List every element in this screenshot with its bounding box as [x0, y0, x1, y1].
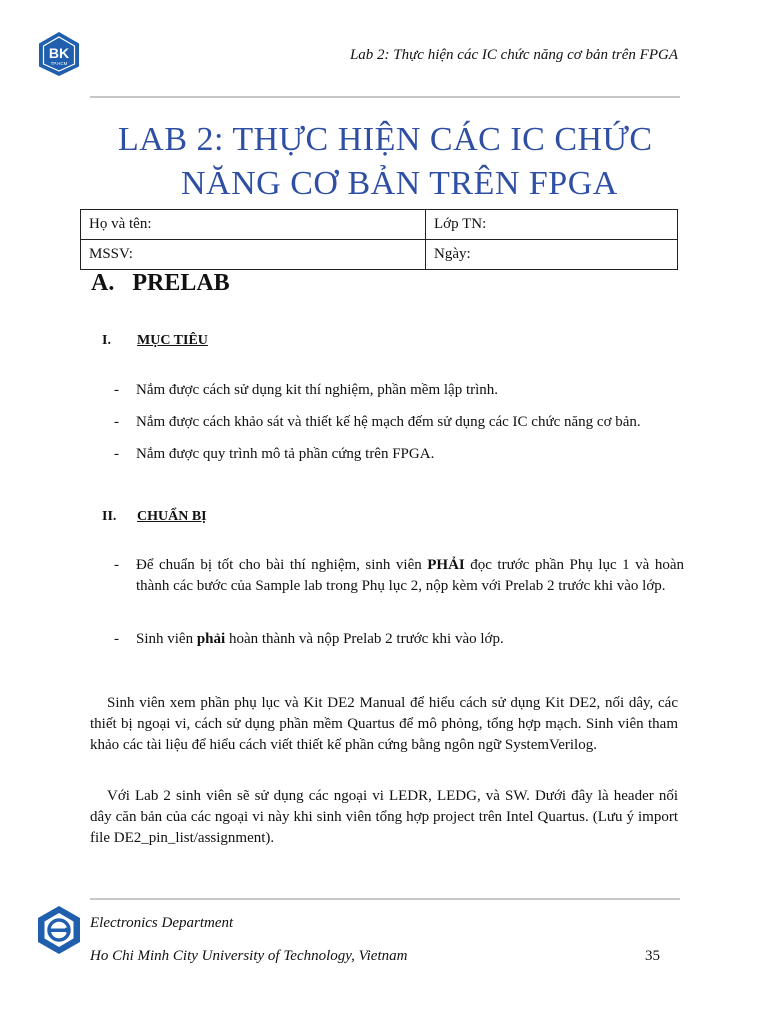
list-item-text: Nắm được cách sử dụng kit thí nghiệm, phần mềm lập trình.: [136, 382, 499, 398]
text-run: đọc trước phần Phụ lục 1 và hoàn thành các bước của Sample lab trong Phụ lục 2, nộp kèm với Prelab 2 trước khi vào lớp.: [136, 557, 684, 594]
svg-text:TP.HCM: TP.HCM: [50, 61, 68, 66]
class-field: Lớp TN:: [426, 210, 678, 240]
table-row: [81, 240, 678, 270]
footer-university: Ho Chi Minh City University of Technology, Vietnam: [90, 948, 408, 964]
list-item: [114, 444, 684, 465]
body-paragraph: Sinh viên xem phần phụ lục và Kit DE2 Manual để hiểu cách sử dụng Kit DE2, nối dây, các thiết bị ngoại vi, cách sử dụng phần mềm Quartus để mô phỏng, tổng hợp mạch. Sinh viên tham khảo các tài liệu để hiểu cách viết thiết kế phần cứng bằng ngôn ngữ SystemVerilog.: [90, 695, 678, 753]
running-header: Lab 2: Thực hiện các IC chức năng cơ bản trên FPGA: [349, 47, 678, 63]
emphasis-text: PHẢI: [427, 557, 465, 573]
text-run: hoàn thành và nộp Prelab 2 trước khi vào lớp.: [225, 631, 504, 647]
bullet-dash: -: [114, 414, 119, 430]
footer-department: Electronics Department: [90, 915, 234, 931]
section-number: II.: [102, 509, 117, 524]
electronics-dept-logo: [36, 905, 82, 955]
emphasis-text: phải: [196, 631, 226, 647]
section-ii-heading: [102, 509, 402, 529]
list-item-text: [136, 629, 684, 650]
student-info-table: [80, 209, 678, 270]
page-number: 35: [645, 948, 660, 964]
list-item: [114, 555, 684, 597]
text-run: Để chuẩn bị tốt cho bài thí nghiệm, sinh viên: [136, 557, 428, 573]
student-id-field: MSSV:: [81, 240, 426, 270]
section-title: MỤC TIÊU: [137, 333, 208, 348]
svg-text:BK: BK: [48, 45, 70, 61]
bullet-dash: -: [114, 631, 119, 647]
bullet-dash: -: [114, 382, 119, 398]
title-line-2: NĂNG CƠ BẢN TRÊN FPGA: [181, 165, 618, 202]
list-item: [114, 380, 684, 401]
body-paragraph: Với Lab 2 sinh viên sẽ sử dụng các ngoại vi LEDR, LEDG, và SW. Dưới đây là header nối dây căn bản của các ngoại vi này khi sinh viên tổng hợp project trên Intel Quartus. (Lưu ý import file DE2_pin_list/assignment).: [90, 788, 678, 846]
list-item-text: Nắm được cách khảo sát và thiết kế hệ mạch đếm sử dụng các IC chức năng cơ bản.: [136, 414, 641, 430]
section-number: I.: [102, 333, 111, 348]
date-field: Ngày:: [426, 240, 678, 270]
list-item: [114, 412, 684, 433]
list-item-text: [136, 555, 684, 597]
bullet-dash: -: [114, 557, 119, 573]
list-item-text: Nắm được quy trình mô tả phần cứng trên FPGA.: [136, 446, 435, 462]
section-a-heading: A. PRELAB: [91, 270, 230, 296]
page-title: [90, 118, 690, 206]
bullet-dash: -: [114, 446, 119, 462]
name-field: Họ và tên:: [81, 210, 426, 240]
title-line-1: LAB 2: THỰC HIỆN CÁC IC CHỨC: [118, 121, 653, 158]
section-i-heading: [102, 333, 402, 353]
section-title: CHUẨN BỊ: [137, 509, 207, 524]
list-item: [114, 629, 684, 650]
header-divider: [90, 96, 680, 98]
footer-divider: [90, 898, 680, 900]
bk-university-logo: [36, 31, 82, 77]
text-run: Sinh viên: [136, 631, 197, 647]
table-row: [81, 210, 678, 240]
